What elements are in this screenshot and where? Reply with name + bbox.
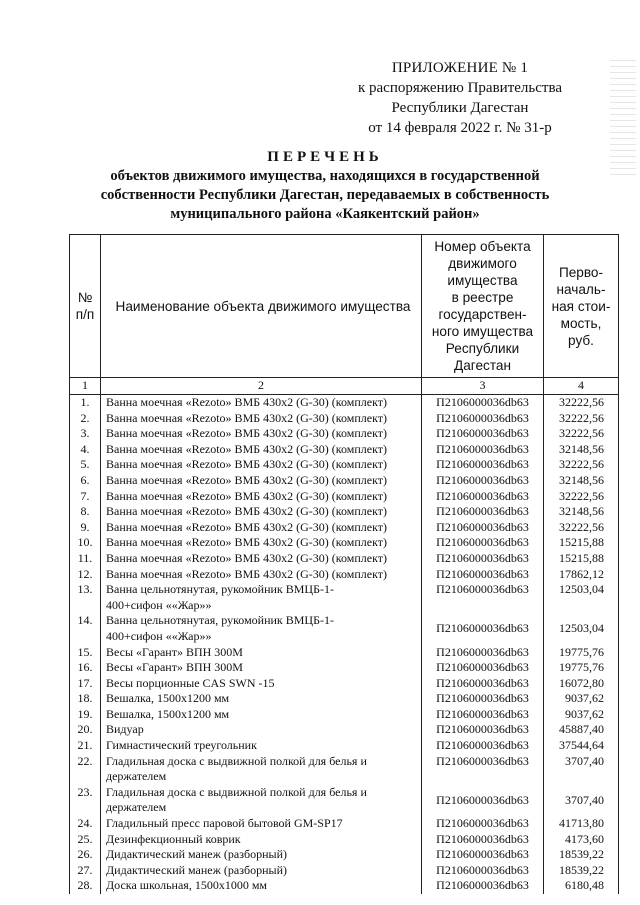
row-registry-number: П2106000036db63: [422, 613, 544, 644]
row-cost: 16072,80: [544, 676, 619, 692]
row-cost: 9037,62: [544, 707, 619, 723]
row-name: [101, 489, 422, 505]
row-number: 18.: [70, 691, 101, 707]
header-reg-line: в реестре: [451, 290, 514, 305]
row-name-line: Весы порционные CAS SWN -15: [106, 675, 275, 690]
table-row: [70, 473, 619, 489]
row-number: 14.: [70, 613, 101, 644]
row-name: [101, 426, 422, 442]
row-registry-number: П2106000036db63: [422, 847, 544, 863]
table-body: [70, 395, 619, 895]
scan-artifact: [610, 60, 636, 180]
appendix-block: [358, 58, 562, 138]
header-number: [70, 235, 101, 378]
row-name: [101, 582, 422, 613]
row-number: 12.: [70, 567, 101, 583]
table-row: [70, 582, 619, 613]
row-name: [101, 754, 422, 785]
row-cost: 12503,04: [544, 582, 619, 613]
table-row: [70, 676, 619, 692]
row-name-line: Ванна цельнотянутая, рукомойник ВМЦБ-1-: [106, 613, 334, 628]
row-name: [101, 863, 422, 879]
row-name-line: Дидактический манеж (разборный): [106, 847, 287, 862]
header-reg-line: Дагестан: [454, 358, 511, 373]
row-number: 21.: [70, 738, 101, 754]
row-cost: 6180,48: [544, 878, 619, 894]
heading-line: муниципального района «Каякентский район»: [170, 206, 480, 222]
header-cost-line: Перво-: [558, 264, 604, 280]
column-index: 2: [101, 378, 422, 395]
row-name-line: Гладильная доска с выдвижной полкой для белья и: [106, 753, 367, 768]
row-registry-number: П2106000036db63: [422, 489, 544, 505]
column-index-row: [70, 378, 619, 395]
row-name: [101, 411, 422, 427]
appendix-title: ПРИЛОЖЕНИЕ № 1: [391, 60, 529, 76]
row-name-line: Ванна моечная «Rezoto» ВМБ 430х2 (G-30) (комплект): [106, 504, 388, 519]
table-header-row: [70, 235, 619, 378]
row-name-line: Ванна моечная «Rezoto» ВМБ 430х2 (G-30) (комплект): [106, 535, 388, 550]
row-registry-number: П2106000036db63: [422, 878, 544, 894]
row-name: [101, 738, 422, 754]
row-registry-number: П2106000036db63: [422, 535, 544, 551]
row-name-line: Гладильная доска с выдвижной полкой для белья и: [106, 784, 367, 799]
row-cost: 17862,12: [544, 567, 619, 583]
appendix-line: от 14 февраля 2022 г. № 31-р: [368, 120, 552, 136]
row-name: [101, 660, 422, 676]
row-name-line: Ванна моечная «Rezoto» ВМБ 430х2 (G-30) (комплект): [106, 472, 388, 487]
row-registry-number: П2106000036db63: [422, 567, 544, 583]
row-name-line: Ванна моечная «Rezoto» ВМБ 430х2 (G-30) (комплект): [106, 519, 388, 534]
row-number: 7.: [70, 489, 101, 505]
header-cost-line: руб.: [568, 332, 594, 348]
table-row: [70, 878, 619, 894]
row-number: 25.: [70, 832, 101, 848]
row-name: [101, 676, 422, 692]
table-row: [70, 863, 619, 879]
row-number: 23.: [70, 785, 101, 816]
heading-title: ПЕРЕЧЕНЬ: [267, 149, 383, 165]
row-name-line: Гимнастический треугольник: [106, 738, 257, 753]
row-registry-number: П2106000036db63: [422, 722, 544, 738]
row-cost: 32222,56: [544, 426, 619, 442]
column-index: 1: [70, 378, 101, 395]
row-name: [101, 878, 422, 894]
column-index: 3: [422, 378, 544, 395]
row-name-line: Видуар: [106, 722, 144, 737]
row-name-line: Ванна моечная «Rezoto» ВМБ 430х2 (G-30) (комплект): [106, 566, 388, 581]
row-name-line: Ванна моечная «Rezoto» ВМБ 430х2 (G-30) (комплект): [106, 457, 388, 472]
row-name-line: Доска школьная, 1500х1000 мм: [106, 878, 268, 893]
row-cost: 3707,40: [544, 785, 619, 816]
row-cost: 32222,56: [544, 489, 619, 505]
row-name: [101, 707, 422, 723]
row-name-line: 400+сифон ««Жар»»: [106, 628, 212, 643]
row-number: 20.: [70, 722, 101, 738]
row-registry-number: П2106000036db63: [422, 676, 544, 692]
header-cost-line: началь-: [556, 281, 606, 297]
row-number: 26.: [70, 847, 101, 863]
row-name-line: 400+сифон ««Жар»»: [106, 597, 212, 612]
table-row: [70, 847, 619, 863]
row-name: [101, 567, 422, 583]
row-cost: 4173,60: [544, 832, 619, 848]
row-name: [101, 691, 422, 707]
row-number: 8.: [70, 504, 101, 520]
row-number: 15.: [70, 645, 101, 661]
table-row: [70, 567, 619, 583]
table-row: [70, 816, 619, 832]
row-name-line: Ванна моечная «Rezoto» ВМБ 430х2 (G-30) (комплект): [106, 426, 388, 441]
row-registry-number: П2106000036db63: [422, 754, 544, 785]
row-cost: 3707,40: [544, 754, 619, 785]
row-name: [101, 551, 422, 567]
row-name: [101, 520, 422, 536]
row-name-line: держателем: [106, 800, 167, 815]
row-name: [101, 847, 422, 863]
row-cost: 45887,40: [544, 722, 619, 738]
row-name: [101, 535, 422, 551]
table-row: [70, 442, 619, 458]
row-cost: 41713,80: [544, 816, 619, 832]
row-number: 3.: [70, 426, 101, 442]
table-row: [70, 707, 619, 723]
row-registry-number: П2106000036db63: [422, 816, 544, 832]
table-row: [70, 722, 619, 738]
row-registry-number: П2106000036db63: [422, 660, 544, 676]
row-name: [101, 442, 422, 458]
row-name: [101, 832, 422, 848]
header-reg-line: ного имущества: [431, 324, 534, 339]
table-row: [70, 535, 619, 551]
row-cost: 32222,56: [544, 520, 619, 536]
row-name-line: Гладильный пресс паровой бытовой GM-SP17: [106, 816, 343, 831]
row-name-line: Ванна моечная «Rezoto» ВМБ 430х2 (G-30) (комплект): [106, 395, 388, 409]
table-row: [70, 613, 619, 644]
header-number-line: №: [77, 290, 93, 305]
row-cost: 19775,76: [544, 645, 619, 661]
header-name: Наименование объекта движимого имущества: [101, 235, 422, 378]
row-registry-number: П2106000036db63: [422, 504, 544, 520]
header-cost-line: мость,: [560, 315, 602, 331]
row-name-line: Вешалка, 1500х1200 мм: [106, 691, 230, 706]
row-cost: 32148,56: [544, 504, 619, 520]
row-name-line: Дезинфекционный коврик: [106, 831, 241, 846]
row-cost: 32148,56: [544, 442, 619, 458]
table-row: [70, 660, 619, 676]
table-row: [70, 785, 619, 816]
row-name-line: Ванна моечная «Rezoto» ВМБ 430х2 (G-30) (комплект): [106, 550, 388, 565]
row-name-line: Весы «Гарант» ВПН 300М: [106, 660, 243, 675]
row-cost: 32222,56: [544, 395, 619, 411]
heading-line: объектов движимого имущества, находящихся в государственной: [110, 168, 540, 184]
row-cost: 32222,56: [544, 411, 619, 427]
row-cost: 15215,88: [544, 551, 619, 567]
row-name-line: Весы «Гарант» ВПН 300М: [106, 644, 243, 659]
row-name-line: Ванна моечная «Rezoto» ВМБ 430х2 (G-30) (комплект): [106, 488, 388, 503]
row-number: 1.: [70, 395, 101, 411]
row-registry-number: П2106000036db63: [422, 426, 544, 442]
table-row: [70, 411, 619, 427]
row-number: 4.: [70, 442, 101, 458]
table-row: [70, 645, 619, 661]
row-cost: 19775,76: [544, 660, 619, 676]
row-registry-number: П2106000036db63: [422, 707, 544, 723]
table-row: [70, 457, 619, 473]
row-cost: 15215,88: [544, 535, 619, 551]
row-name-line: Дидактический манеж (разборный): [106, 862, 287, 877]
row-number: 5.: [70, 457, 101, 473]
row-number: 2.: [70, 411, 101, 427]
row-name: [101, 645, 422, 661]
row-cost: 12503,04: [544, 613, 619, 644]
row-number: 19.: [70, 707, 101, 723]
table-row: [70, 691, 619, 707]
row-name: [101, 473, 422, 489]
row-name: [101, 816, 422, 832]
row-name: [101, 504, 422, 520]
appendix-line: к распоряжению Правительства: [357, 80, 562, 96]
table-row: [70, 504, 619, 520]
row-number: 16.: [70, 660, 101, 676]
row-number: 13.: [70, 582, 101, 613]
column-index: 4: [544, 378, 619, 395]
row-cost: 32148,56: [544, 473, 619, 489]
row-name-line: держателем: [106, 769, 167, 784]
table-row: [70, 754, 619, 785]
row-cost: 32222,56: [544, 457, 619, 473]
table-row: [70, 426, 619, 442]
table-row: [70, 520, 619, 536]
row-cost: 18539,22: [544, 847, 619, 863]
appendix-line: Республики Дагестан: [391, 100, 529, 116]
row-name-line: Вешалка, 1500х1200 мм: [106, 706, 230, 721]
row-registry-number: П2106000036db63: [422, 551, 544, 567]
header-initial-cost: [544, 235, 619, 378]
row-name: [101, 722, 422, 738]
row-number: 27.: [70, 863, 101, 879]
row-number: 28.: [70, 878, 101, 894]
header-number-line: п/п: [75, 307, 95, 322]
row-registry-number: П2106000036db63: [422, 582, 544, 613]
row-registry-number: П2106000036db63: [422, 832, 544, 848]
table-row: [70, 738, 619, 754]
heading-line: собственности Республики Дагестан, передаваемых в собственность: [100, 187, 550, 203]
row-cost: 18539,22: [544, 863, 619, 879]
row-registry-number: П2106000036db63: [422, 473, 544, 489]
row-name: [101, 785, 422, 816]
document-heading: [60, 148, 590, 224]
row-cost: 37544,64: [544, 738, 619, 754]
header-registry-number: [422, 235, 544, 378]
row-name: [101, 613, 422, 644]
row-registry-number: П2106000036db63: [422, 520, 544, 536]
row-number: 9.: [70, 520, 101, 536]
row-registry-number: П2106000036db63: [422, 395, 544, 411]
property-table: [69, 234, 619, 894]
row-registry-number: П2106000036db63: [422, 645, 544, 661]
row-number: 24.: [70, 816, 101, 832]
row-number: 6.: [70, 473, 101, 489]
row-name-line: Ванна моечная «Rezoto» ВМБ 430х2 (G-30) (комплект): [106, 410, 388, 425]
row-name: [101, 457, 422, 473]
row-name: [101, 395, 422, 411]
row-number: 17.: [70, 676, 101, 692]
header-reg-line: Номер объекта: [434, 239, 531, 254]
header-reg-line: государствен-: [438, 307, 527, 322]
header-reg-line: Республики: [445, 341, 520, 356]
row-number: 10.: [70, 535, 101, 551]
row-name-line: Ванна цельнотянутая, рукомойник ВМЦБ-1-: [106, 582, 334, 597]
row-registry-number: П2106000036db63: [422, 691, 544, 707]
header-reg-line: имущества: [447, 273, 518, 288]
table-row: [70, 489, 619, 505]
row-registry-number: П2106000036db63: [422, 442, 544, 458]
table-row: [70, 832, 619, 848]
row-name-line: Ванна моечная «Rezoto» ВМБ 430х2 (G-30) (комплект): [106, 441, 388, 456]
header-reg-line: движимого: [448, 256, 517, 271]
row-number: 22.: [70, 754, 101, 785]
row-registry-number: П2106000036db63: [422, 785, 544, 816]
row-number: 11.: [70, 551, 101, 567]
row-registry-number: П2106000036db63: [422, 411, 544, 427]
row-registry-number: П2106000036db63: [422, 863, 544, 879]
row-cost: 9037,62: [544, 691, 619, 707]
table-row: [70, 551, 619, 567]
table-row: [70, 395, 619, 411]
row-registry-number: П2106000036db63: [422, 738, 544, 754]
row-registry-number: П2106000036db63: [422, 457, 544, 473]
header-cost-line: ная стои-: [551, 298, 611, 314]
